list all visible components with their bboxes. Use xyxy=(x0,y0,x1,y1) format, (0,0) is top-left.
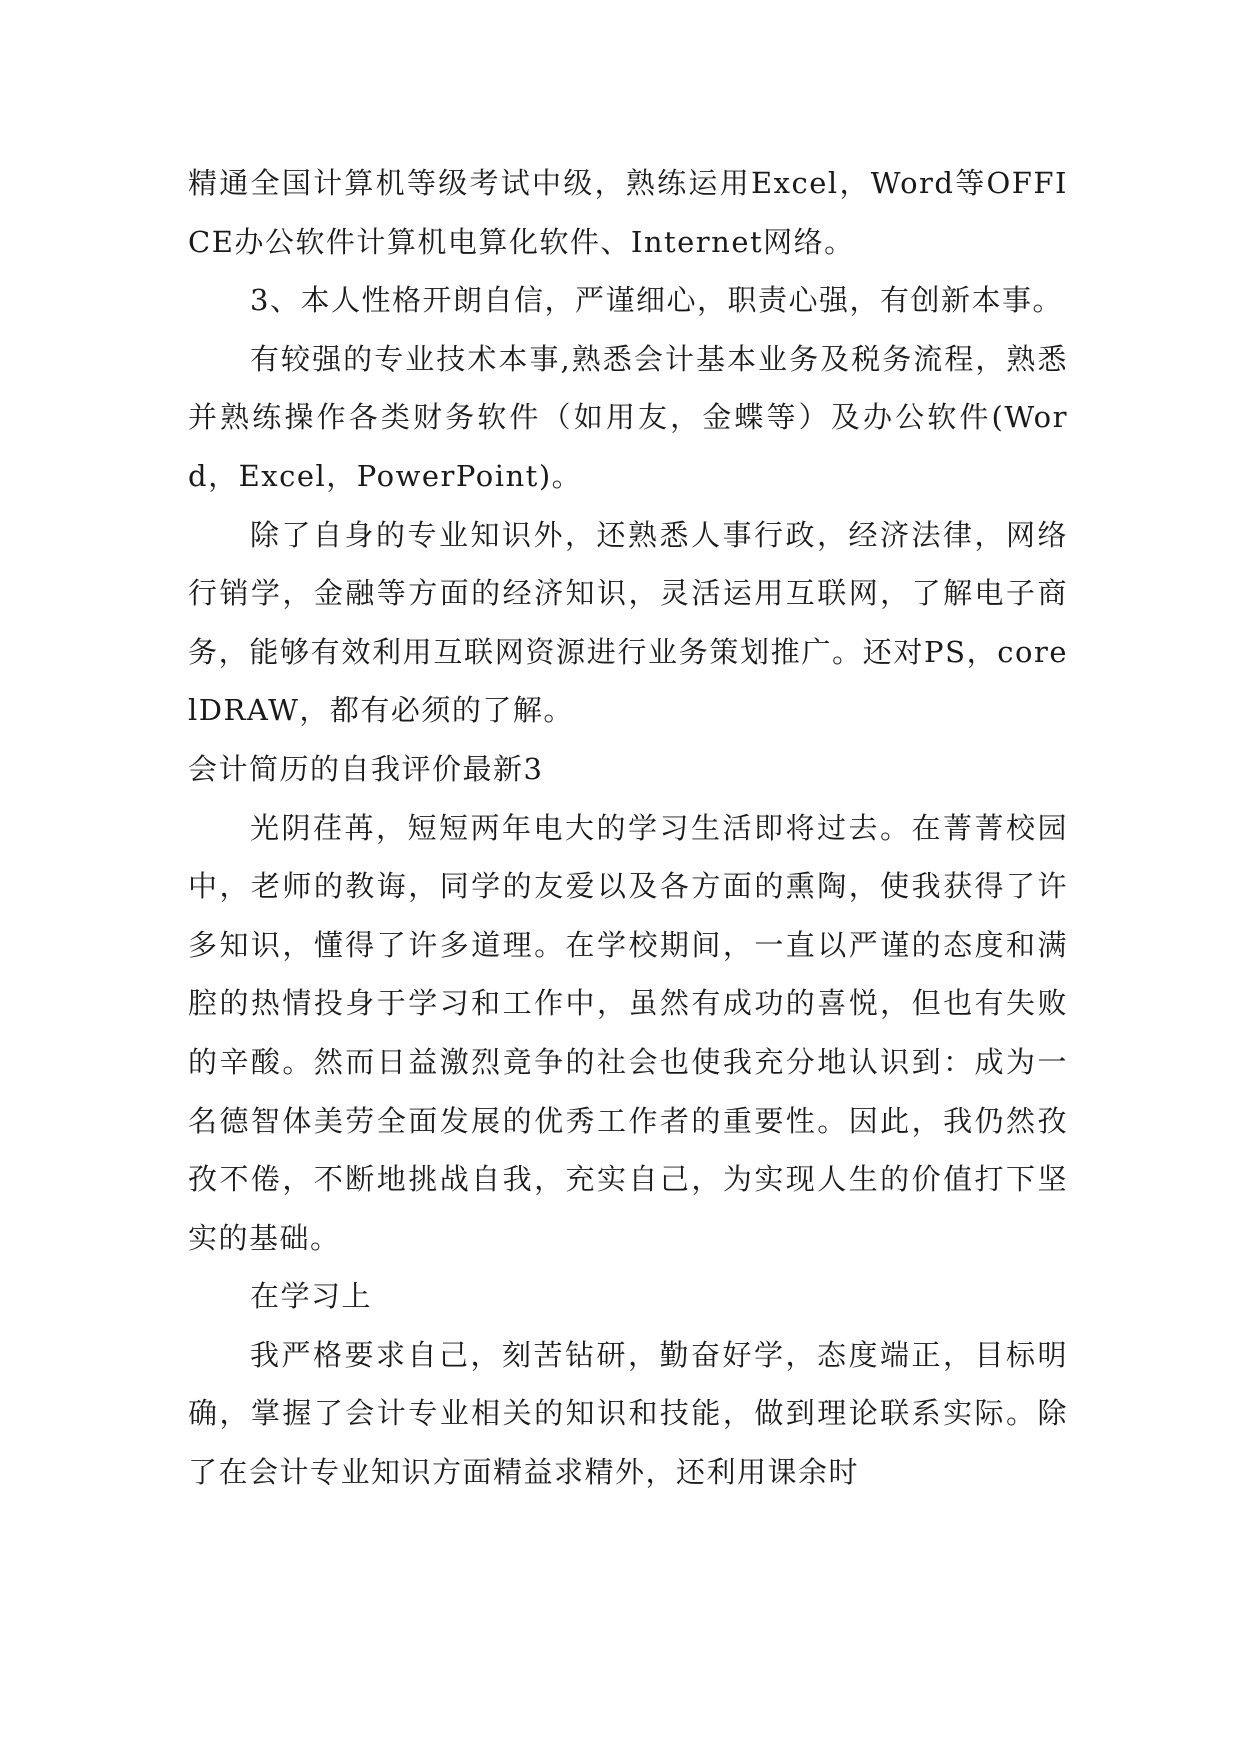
paragraph-study-details: 我严格要求自己，刻苦钻研，勤奋好学，态度端正，目标明确，掌握了会计专业相关的知识和技能，做到理论联系实际。除了在会计专业知识方面精益求精外，还利用课余时 xyxy=(188,1337,1068,1490)
paragraph-personality: 3、本人性格开朗自信，严谨细心，职责心强，有创新本事。 xyxy=(250,283,1063,318)
document-body xyxy=(188,154,1068,1502)
paragraph-professional-skills: 有较强的专业技术本事,熟悉会计基本业务及税务流程，熟悉并熟练操作各类财务软件（如用友，金蝶等）及办公软件(Word，Excel，PowerPoint)。 xyxy=(188,341,1068,493)
paragraph-study-heading: 在学习上 xyxy=(250,1279,373,1314)
paragraph-other-knowledge: 除了自身的专业知识外，还熟悉人事行政，经济法律，网络行销学，金融等方面的经济知识，灵活运用互联网，了解电子商务，能够有效利用互联网资源进行业务策划推广。还对PS，corelDRAW，都有必须的了解。 xyxy=(188,517,1068,728)
section-heading: 会计简历的自我评价最新3 xyxy=(188,751,544,786)
paragraph-office-skills: 精通全国计算机等级考试中级，熟练运用Excel，Word等OFFICE办公软件计算机电算化软件、Internet网络。 xyxy=(188,166,1068,259)
paragraph-school-life: 光阴荏苒，短短两年电大的学习生活即将过去。在菁菁校园中，老师的教诲，同学的友爱以及各方面的熏陶，使我获得了许多知识，懂得了许多道理。在学校期间，一直以严谨的态度和满腔的热情投身于学习和工作中，虽然有成功的喜悦，但也有失败的辛酸。然而日益激烈竟争的社会也使我充分地认识到：成为一名德智体美劳全面发展的优秀工作者的重要性。因此，我仍然孜孜不倦，不断地挑战自我，充实自己，为实现人生的价值打下坚实的基础。 xyxy=(188,810,1068,1255)
